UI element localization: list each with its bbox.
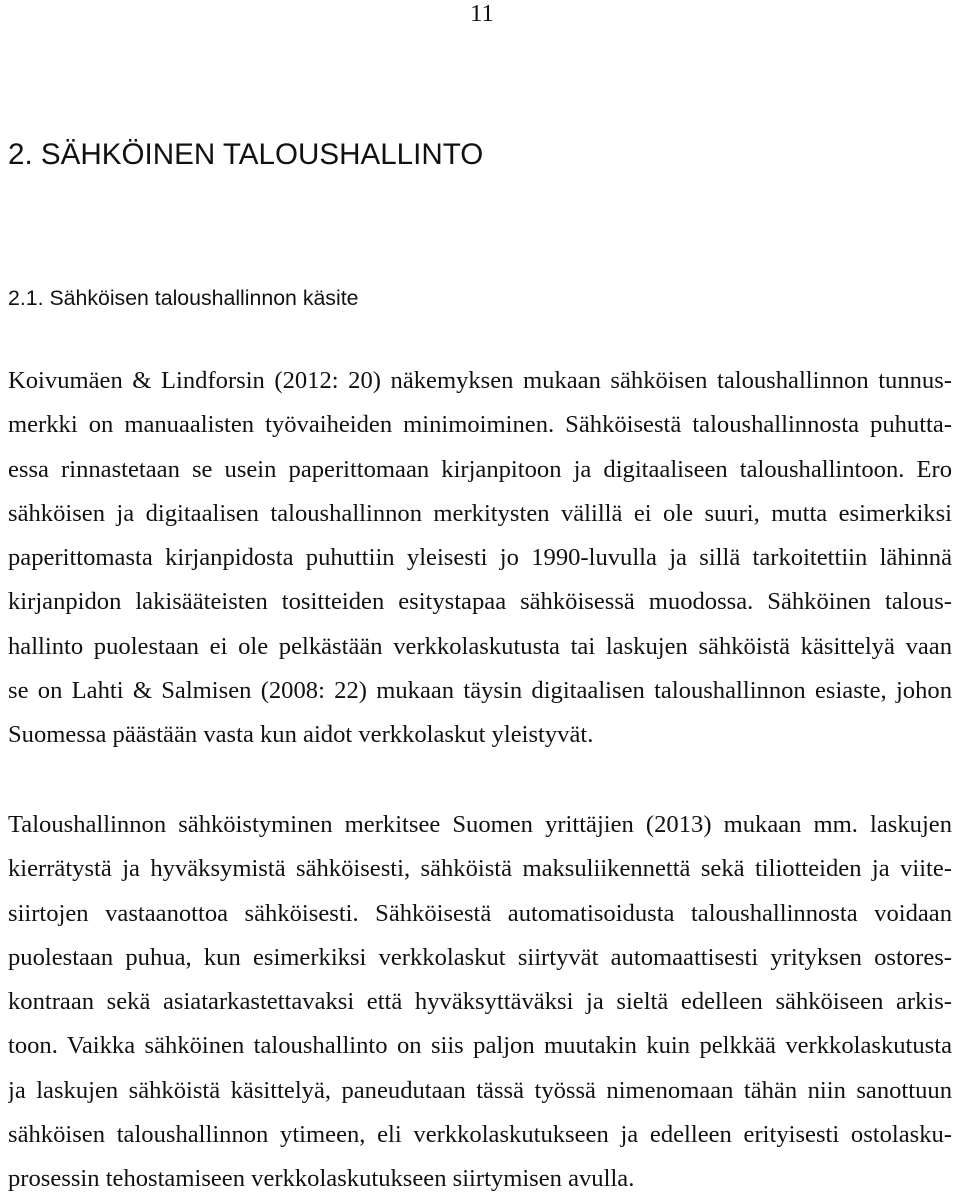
paragraph-line: Koivumäen & Lindforsin (2012: 20) näkemyksen mukaan sähköisen taloushallinnon tunnus- [8, 367, 952, 394]
paragraph-line: puolestaan puhua, kun esimerkiksi verkkolaskut siirtyvät automaattisesti yrityksen ostores- [8, 943, 952, 971]
paragraph-2 [8, 811, 952, 1193]
paragraph-line: kontraan sekä asiatarkastettavaksi että hyväksyttäväksi ja sieltä edelleen sähköiseen arkis- [8, 988, 952, 1016]
paragraph-line: sähköisen taloushallinnon ytimeen, eli verkkolaskutukseen ja edelleen erityisesti ostolasku- [8, 1121, 952, 1149]
paragraph-line: hallinto puolestaan ei ole pelkästään verkkolaskutusta tai laskujen sähköistä käsittelyä vaan [8, 632, 952, 660]
paragraph-1 [8, 367, 952, 749]
paragraph-line: kierrätystä ja hyväksymistä sähköisesti, sähköistä maksuliikennettä sekä tiliotteiden ja viite- [8, 855, 952, 883]
section-heading: 2.1. Sähköisen taloushallinnon käsite [8, 286, 359, 310]
paragraph-line: ja laskujen sähköistä käsittelyä, paneudutaan tässä työssä nimenomaan tähän niin sanottuun [8, 1076, 952, 1104]
paragraph-line: toon. Vaikka sähköinen taloushallinto on siis paljon muutakin kuin pelkkää verkkolaskutusta [8, 1032, 952, 1060]
page-number: 11 [470, 0, 494, 27]
paragraph-line: Suomessa päästään vasta kun aidot verkkolaskut yleistyvät. [8, 721, 594, 749]
paragraph-line: merkki on manuaalisten työvaiheiden minimoiminen. Sähköisestä taloushallinnosta puhutta- [8, 411, 952, 439]
paragraph-line: prosessin tehostamiseen verkkolaskutukseen siirtymisen avulla. [8, 1165, 635, 1193]
paragraph-line: essa rinnastetaan se usein paperittomaan kirjanpitoon ja digitaaliseen taloushallintoon. Ero [8, 455, 952, 483]
paragraph-line: kirjanpidon lakisääteisten tositteiden esitystapaa sähköisessä muodossa. Sähköinen talous- [8, 588, 952, 616]
paragraph-line: sähköisen ja digitaalisen taloushallinnon merkitysten välillä ei ole suuri, mutta esimerkiksi [8, 499, 952, 527]
paragraph-line: se on Lahti & Salmisen (2008: 22) mukaan täysin digitaalisen taloushallinnon esiaste, johon [8, 677, 952, 705]
paragraph-line: paperittomasta kirjanpidosta puhuttiin yleisesti jo 1990-luvulla ja sillä tarkoitettiin lähinnä [8, 544, 952, 572]
paragraph-line: siirtojen vastaanottoa sähköisesti. Sähköisestä automatisoidusta taloushallinnosta voidaan [8, 899, 952, 927]
paragraph-line: Taloushallinnon sähköistyminen merkitsee Suomen yrittäjien (2013) mukaan mm. laskujen [8, 811, 952, 838]
chapter-heading: 2. SÄHKÖINEN TALOUSHALLINTO [8, 138, 484, 171]
